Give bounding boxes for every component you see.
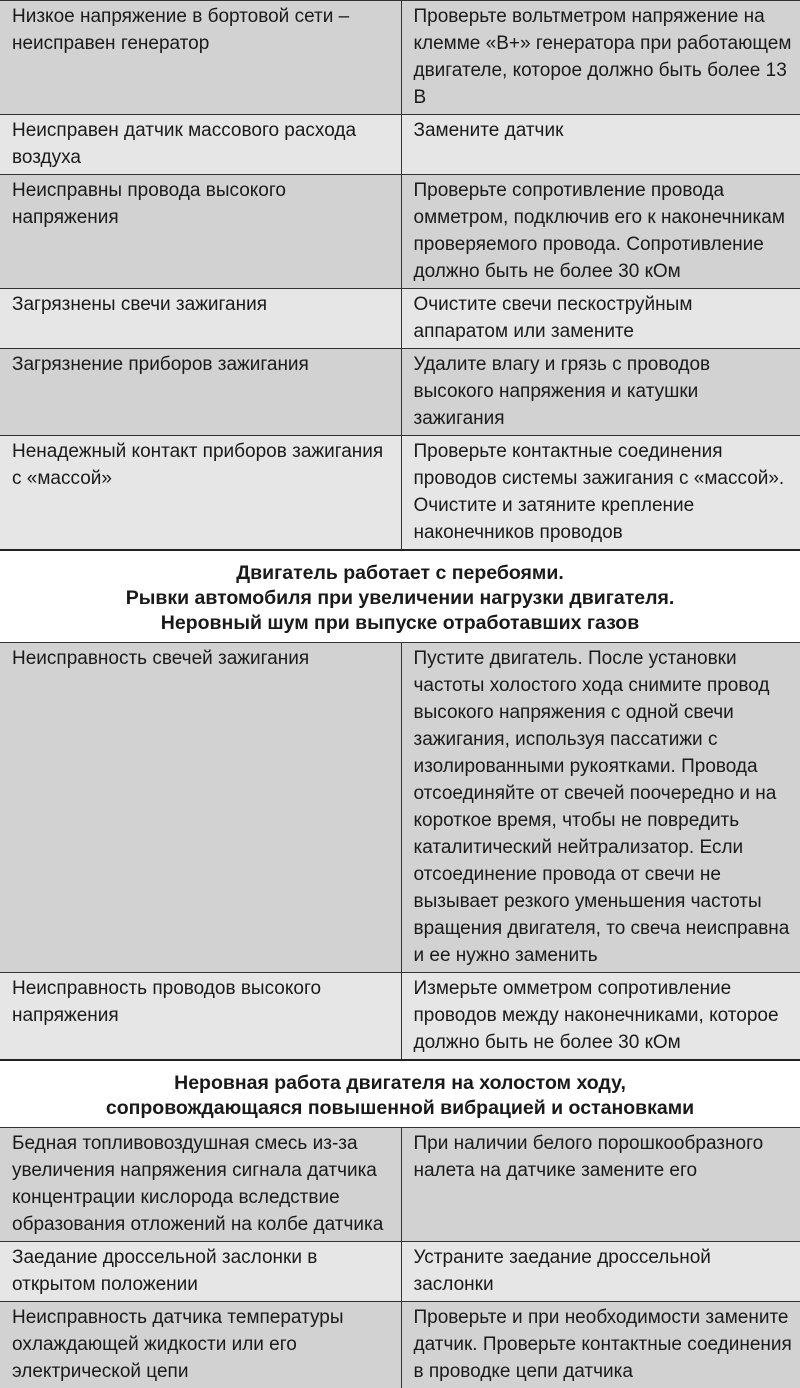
table-row [0, 1242, 800, 1302]
cause-cell: Неисправность свечей зажигания [0, 643, 401, 973]
table-row [0, 175, 800, 289]
cause-cell: Неисправность проводов высокого напряжения [0, 973, 401, 1061]
remedy-cell: Замените датчик [401, 115, 800, 175]
cause-cell: Ненадежный контакт приборов зажигания с «массой» [0, 436, 401, 551]
table-row [0, 973, 800, 1061]
cause-cell: Неисправны провода высокого напряжения [0, 175, 401, 289]
cause-cell: Неисправен датчик массового расхода воздуха [0, 115, 401, 175]
section-title-line: Двигатель работает с перебоями. [8, 561, 792, 586]
table-row [0, 1302, 800, 1388]
table-row [0, 1, 800, 115]
table-row [0, 1128, 800, 1242]
cause-cell: Неисправность датчика температуры охлаждающей жидкости или его электрической цепи [0, 1302, 401, 1388]
remedy-cell: Удалите влагу и грязь с проводов высокого напряжения и катушки зажигания [401, 349, 800, 436]
remedy-cell: При наличии белого порошкообразного налета на датчике замените его [401, 1128, 800, 1242]
section-title-line: Рывки автомобиля при увеличении нагрузки двигателя. [8, 586, 792, 611]
remedy-cell: Устраните заедание дроссельной заслонки [401, 1242, 800, 1302]
table-row [0, 115, 800, 175]
remedy-cell: Очистите свечи пескоструйным аппаратом или замените [401, 289, 800, 349]
section-title-line: Неровная работа двигателя на холостом ходу, [8, 1071, 792, 1096]
section-title [0, 550, 800, 643]
table-row [0, 289, 800, 349]
table-row [0, 643, 800, 973]
section-title [0, 1060, 800, 1128]
cause-cell: Загрязнение приборов зажигания [0, 349, 401, 436]
section-header [0, 1060, 800, 1128]
remedy-cell: Проверьте сопротивление провода омметром, подключив его к наконечникам проверяемого провода. Сопротивление должно быть не более 30 кОм [401, 175, 800, 289]
remedy-cell: Проверьте вольтметром напряжение на клемме «B+» генератора при работающем двигателе, которое должно быть более 13 В [401, 1, 800, 115]
section-header [0, 550, 800, 643]
table-row [0, 349, 800, 436]
remedy-cell: Проверьте контактные соединения проводов системы зажигания с «массой». Очистите и затяните крепление наконечников проводов [401, 436, 800, 551]
section-title-line: Неровный шум при выпуске отработавших газов [8, 611, 792, 636]
cause-cell: Загрязнены свечи зажигания [0, 289, 401, 349]
table-row [0, 436, 800, 551]
cause-cell: Заедание дроссельной заслонки в открытом положении [0, 1242, 401, 1302]
cause-cell: Низкое напряжение в бортовой сети – неисправен генератор [0, 1, 401, 115]
remedy-cell: Пустите двигатель. После установки частоты холостого хода снимите провод высокого напряжения с одной свечи зажигания, используя пассатижи с изолированными рукоятками. Провода отсоединяйте от свечей поочередно и на короткое время, чтобы не повредить каталитический нейтрализатор. Если отсоединение провода от свечи не вызывает резкого уменьшения частоты вращения двигателя, то свеча неисправна и ее нужно заменить [401, 643, 800, 973]
remedy-cell: Проверьте и при необходимости замените датчик. Проверьте контактные соединения в проводке цепи датчика [401, 1302, 800, 1388]
section-title-line: сопровождающаяся повышенной вибрацией и остановками [8, 1096, 792, 1121]
remedy-cell: Измерьте омметром сопротивление проводов между наконечниками, которое должно быть не более 30 кОм [401, 973, 800, 1061]
cause-cell: Бедная топливовоздушная смесь из-за увеличения напряжения сигнала датчика концентрации кислорода вследствие образования отложений на колбе датчика [0, 1128, 401, 1242]
